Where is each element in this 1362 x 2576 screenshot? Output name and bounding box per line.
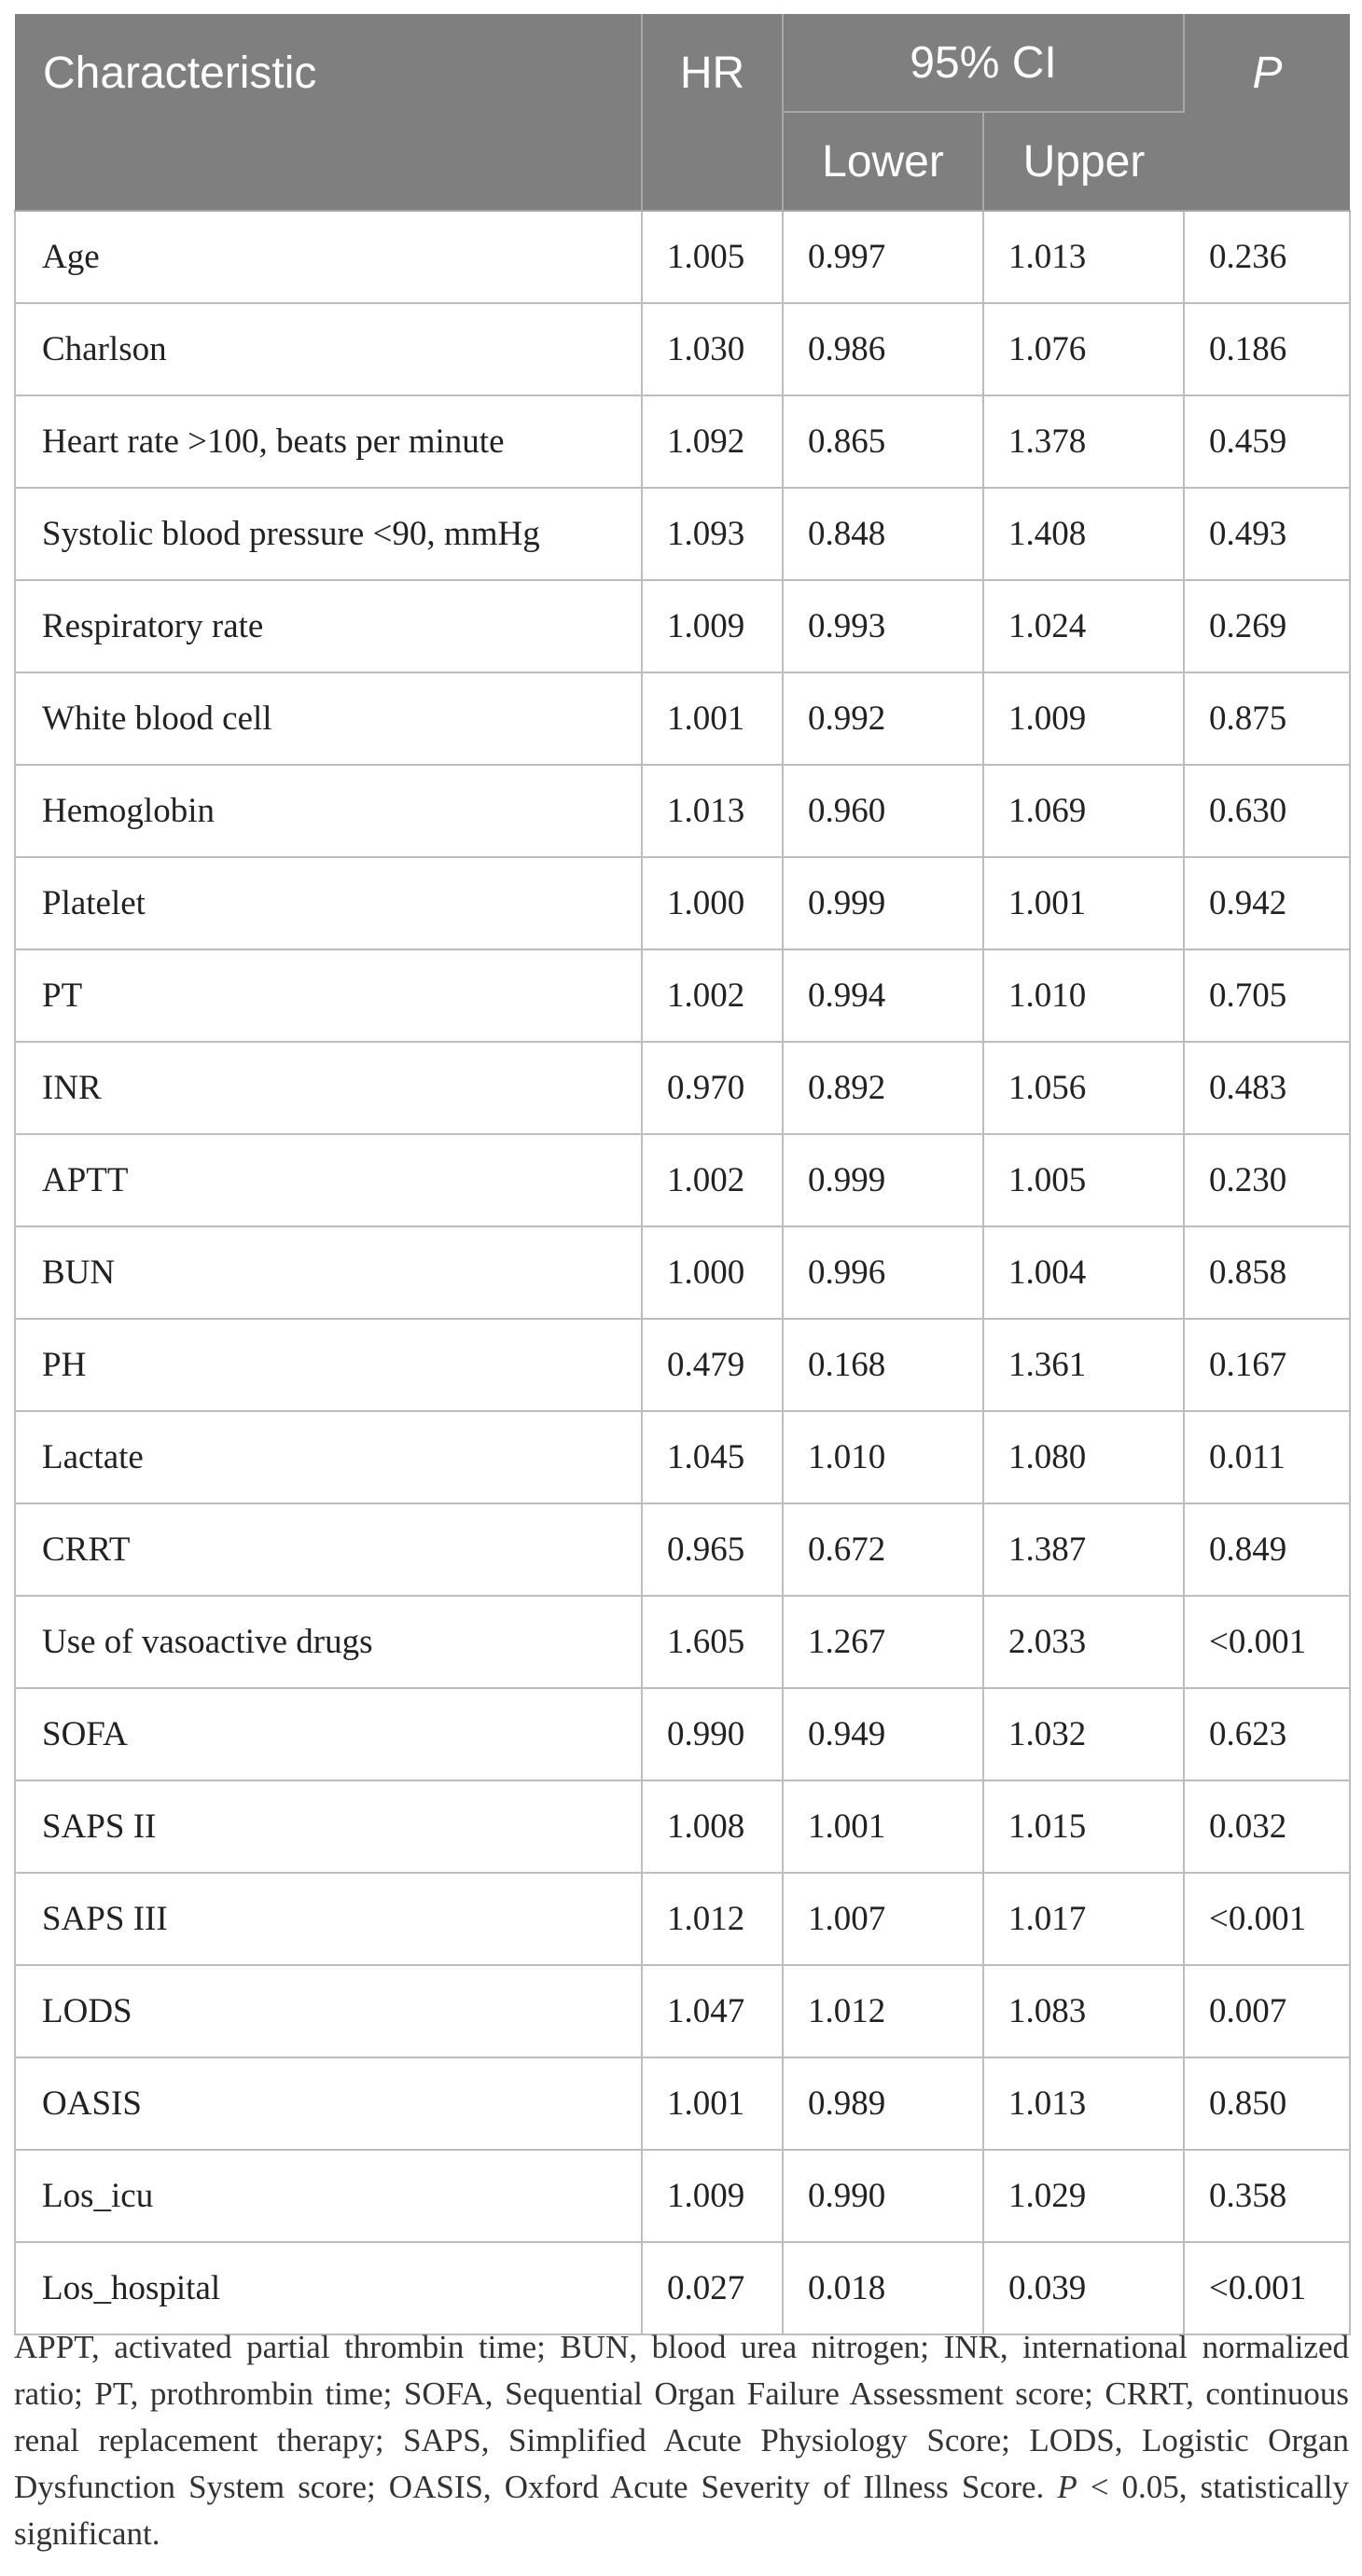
cell-p-value: <0.001 bbox=[1184, 1873, 1350, 1965]
cell-characteristic: SAPS III bbox=[15, 1873, 642, 1965]
cell-ci-upper: 1.024 bbox=[983, 580, 1184, 672]
cell-p-value: 0.705 bbox=[1184, 949, 1350, 1042]
cell-characteristic: BUN bbox=[15, 1226, 642, 1319]
cell-hr: 1.000 bbox=[642, 857, 783, 949]
cell-hr: 0.479 bbox=[642, 1319, 783, 1411]
header-p bbox=[1184, 14, 1350, 211]
cell-ci-upper: 1.408 bbox=[983, 488, 1184, 580]
table-footnote bbox=[14, 2324, 1349, 2557]
cell-characteristic: Respiratory rate bbox=[15, 580, 642, 672]
header-ci: 95% CI bbox=[783, 14, 1184, 112]
cell-ci-lower: 0.960 bbox=[783, 765, 983, 857]
cell-p-value: 0.942 bbox=[1184, 857, 1350, 949]
cell-hr: 1.047 bbox=[642, 1965, 783, 2057]
cell-hr: 1.002 bbox=[642, 1134, 783, 1226]
cell-ci-lower: 0.996 bbox=[783, 1226, 983, 1319]
cell-ci-upper: 1.032 bbox=[983, 1688, 1184, 1780]
cell-p-value: 0.032 bbox=[1184, 1780, 1350, 1873]
cell-ci-upper: 1.083 bbox=[983, 1965, 1184, 2057]
cell-p-value: <0.001 bbox=[1184, 1596, 1350, 1688]
header-characteristic: Characteristic bbox=[15, 14, 642, 211]
cell-hr: 0.027 bbox=[642, 2242, 783, 2334]
cell-p-value: 0.849 bbox=[1184, 1503, 1350, 1596]
cell-ci-lower: 1.007 bbox=[783, 1873, 983, 1965]
cell-ci-lower: 0.018 bbox=[783, 2242, 983, 2334]
cell-hr: 0.990 bbox=[642, 1688, 783, 1780]
cell-hr: 1.093 bbox=[642, 488, 783, 580]
table-row bbox=[15, 1411, 1350, 1503]
table-row bbox=[15, 2057, 1350, 2150]
cell-p-value: 0.858 bbox=[1184, 1226, 1350, 1319]
cell-characteristic: LODS bbox=[15, 1965, 642, 2057]
cell-p-value: 0.011 bbox=[1184, 1411, 1350, 1503]
cell-ci-upper: 1.069 bbox=[983, 765, 1184, 857]
cell-hr: 1.005 bbox=[642, 211, 783, 303]
cell-ci-upper: 1.010 bbox=[983, 949, 1184, 1042]
cell-ci-lower: 0.999 bbox=[783, 1134, 983, 1226]
cell-hr: 1.008 bbox=[642, 1780, 783, 1873]
cell-hr: 1.605 bbox=[642, 1596, 783, 1688]
cell-p-value: 0.623 bbox=[1184, 1688, 1350, 1780]
cell-hr: 0.965 bbox=[642, 1503, 783, 1596]
cell-ci-lower: 0.672 bbox=[783, 1503, 983, 1596]
cell-ci-upper: 1.378 bbox=[983, 395, 1184, 488]
cell-characteristic: Lactate bbox=[15, 1411, 642, 1503]
cell-ci-lower: 0.989 bbox=[783, 2057, 983, 2150]
footnote-p-symbol: P bbox=[1057, 2469, 1077, 2505]
table-row bbox=[15, 2150, 1350, 2242]
cell-hr: 1.009 bbox=[642, 2150, 783, 2242]
cell-ci-upper: 0.039 bbox=[983, 2242, 1184, 2334]
cell-p-value: 0.358 bbox=[1184, 2150, 1350, 2242]
cell-ci-lower: 0.994 bbox=[783, 949, 983, 1042]
table-row bbox=[15, 211, 1350, 303]
cell-ci-lower: 0.892 bbox=[783, 1042, 983, 1134]
cell-characteristic: Los_icu bbox=[15, 2150, 642, 2242]
footnote-significance: < 0.05, statistically significant. bbox=[14, 2469, 1350, 2552]
cell-ci-lower: 0.865 bbox=[783, 395, 983, 488]
table-row bbox=[15, 1503, 1350, 1596]
table-row bbox=[15, 395, 1350, 488]
table-body bbox=[15, 211, 1350, 2334]
cell-characteristic: Systolic blood pressure <90, mmHg bbox=[15, 488, 642, 580]
cell-ci-upper: 1.004 bbox=[983, 1226, 1184, 1319]
cell-p-value: 0.630 bbox=[1184, 765, 1350, 857]
table-row bbox=[15, 303, 1350, 395]
hazard-ratio-table bbox=[14, 14, 1351, 2335]
table-row bbox=[15, 1042, 1350, 1134]
cell-characteristic: Use of vasoactive drugs bbox=[15, 1596, 642, 1688]
results-table-container bbox=[14, 14, 1349, 2335]
table-row bbox=[15, 857, 1350, 949]
cell-hr: 1.002 bbox=[642, 949, 783, 1042]
table-row bbox=[15, 488, 1350, 580]
cell-ci-upper: 1.013 bbox=[983, 211, 1184, 303]
cell-p-value: 0.230 bbox=[1184, 1134, 1350, 1226]
cell-p-value: 0.459 bbox=[1184, 395, 1350, 488]
cell-ci-lower: 0.168 bbox=[783, 1319, 983, 1411]
cell-ci-upper: 1.017 bbox=[983, 1873, 1184, 1965]
cell-hr: 1.000 bbox=[642, 1226, 783, 1319]
cell-hr: 1.030 bbox=[642, 303, 783, 395]
cell-characteristic: INR bbox=[15, 1042, 642, 1134]
cell-ci-upper: 1.005 bbox=[983, 1134, 1184, 1226]
cell-characteristic: Heart rate >100, beats per minute bbox=[15, 395, 642, 488]
cell-characteristic: APTT bbox=[15, 1134, 642, 1226]
cell-characteristic: Hemoglobin bbox=[15, 765, 642, 857]
cell-characteristic: White blood cell bbox=[15, 672, 642, 765]
cell-characteristic: SOFA bbox=[15, 1688, 642, 1780]
cell-ci-lower: 1.267 bbox=[783, 1596, 983, 1688]
cell-p-value: 0.186 bbox=[1184, 303, 1350, 395]
cell-ci-lower: 0.997 bbox=[783, 211, 983, 303]
header-upper: Upper bbox=[983, 112, 1184, 211]
cell-ci-lower: 0.990 bbox=[783, 2150, 983, 2242]
cell-p-value: 0.483 bbox=[1184, 1042, 1350, 1134]
footnote-abbreviations: APPT, activated partial thrombin time; BUN, blood urea nitrogen; INR, international normalized ratio; PT, prothrombin time; SOFA, Sequential Organ Failure Assessment score; CRRT, continuous renal replacement therapy; SAPS, Simplified Acute Physiology Score; LODS, Logistic Organ Dysfunction System score; OASIS, Oxford Acute Severity of Illness Score. bbox=[14, 2329, 1349, 2505]
cell-hr: 1.001 bbox=[642, 672, 783, 765]
table-row bbox=[15, 2242, 1350, 2334]
cell-ci-lower: 0.999 bbox=[783, 857, 983, 949]
cell-characteristic: Charlson bbox=[15, 303, 642, 395]
header-p-label: P bbox=[1252, 48, 1283, 98]
cell-hr: 0.970 bbox=[642, 1042, 783, 1134]
cell-ci-upper: 1.080 bbox=[983, 1411, 1184, 1503]
header-hr: HR bbox=[642, 14, 783, 211]
cell-characteristic: OASIS bbox=[15, 2057, 642, 2150]
cell-ci-upper: 1.387 bbox=[983, 1503, 1184, 1596]
cell-hr: 1.013 bbox=[642, 765, 783, 857]
cell-hr: 1.009 bbox=[642, 580, 783, 672]
cell-p-value: 0.236 bbox=[1184, 211, 1350, 303]
cell-p-value: 0.850 bbox=[1184, 2057, 1350, 2150]
cell-ci-upper: 1.001 bbox=[983, 857, 1184, 949]
table-row bbox=[15, 949, 1350, 1042]
cell-ci-upper: 1.076 bbox=[983, 303, 1184, 395]
cell-hr: 1.012 bbox=[642, 1873, 783, 1965]
table-row bbox=[15, 580, 1350, 672]
cell-ci-lower: 0.949 bbox=[783, 1688, 983, 1780]
cell-p-value: 0.007 bbox=[1184, 1965, 1350, 2057]
cell-ci-lower: 1.012 bbox=[783, 1965, 983, 2057]
table-row bbox=[15, 765, 1350, 857]
cell-p-value: 0.269 bbox=[1184, 580, 1350, 672]
cell-ci-lower: 1.001 bbox=[783, 1780, 983, 1873]
table-row bbox=[15, 1134, 1350, 1226]
table-row bbox=[15, 1965, 1350, 2057]
cell-characteristic: CRRT bbox=[15, 1503, 642, 1596]
cell-ci-upper: 1.013 bbox=[983, 2057, 1184, 2150]
cell-ci-upper: 1.029 bbox=[983, 2150, 1184, 2242]
cell-ci-lower: 0.992 bbox=[783, 672, 983, 765]
cell-characteristic: SAPS II bbox=[15, 1780, 642, 1873]
cell-ci-upper: 1.015 bbox=[983, 1780, 1184, 1873]
cell-hr: 1.045 bbox=[642, 1411, 783, 1503]
cell-ci-lower: 1.010 bbox=[783, 1411, 983, 1503]
table-row bbox=[15, 1873, 1350, 1965]
cell-characteristic: Age bbox=[15, 211, 642, 303]
cell-characteristic: PT bbox=[15, 949, 642, 1042]
table-row bbox=[15, 1226, 1350, 1319]
cell-ci-lower: 0.993 bbox=[783, 580, 983, 672]
cell-ci-upper: 1.056 bbox=[983, 1042, 1184, 1134]
cell-characteristic: Los_hospital bbox=[15, 2242, 642, 2334]
cell-characteristic: Platelet bbox=[15, 857, 642, 949]
header-lower: Lower bbox=[783, 112, 983, 211]
table-row bbox=[15, 1780, 1350, 1873]
cell-p-value: <0.001 bbox=[1184, 2242, 1350, 2334]
table-row bbox=[15, 672, 1350, 765]
table-row bbox=[15, 1319, 1350, 1411]
cell-p-value: 0.493 bbox=[1184, 488, 1350, 580]
cell-ci-lower: 0.986 bbox=[783, 303, 983, 395]
table-row bbox=[15, 1596, 1350, 1688]
cell-p-value: 0.167 bbox=[1184, 1319, 1350, 1411]
cell-hr: 1.092 bbox=[642, 395, 783, 488]
table-header bbox=[15, 14, 1350, 211]
cell-ci-upper: 1.009 bbox=[983, 672, 1184, 765]
cell-p-value: 0.875 bbox=[1184, 672, 1350, 765]
cell-hr: 1.001 bbox=[642, 2057, 783, 2150]
cell-ci-upper: 2.033 bbox=[983, 1596, 1184, 1688]
cell-ci-upper: 1.361 bbox=[983, 1319, 1184, 1411]
cell-ci-lower: 0.848 bbox=[783, 488, 983, 580]
table-row bbox=[15, 1688, 1350, 1780]
cell-characteristic: PH bbox=[15, 1319, 642, 1411]
